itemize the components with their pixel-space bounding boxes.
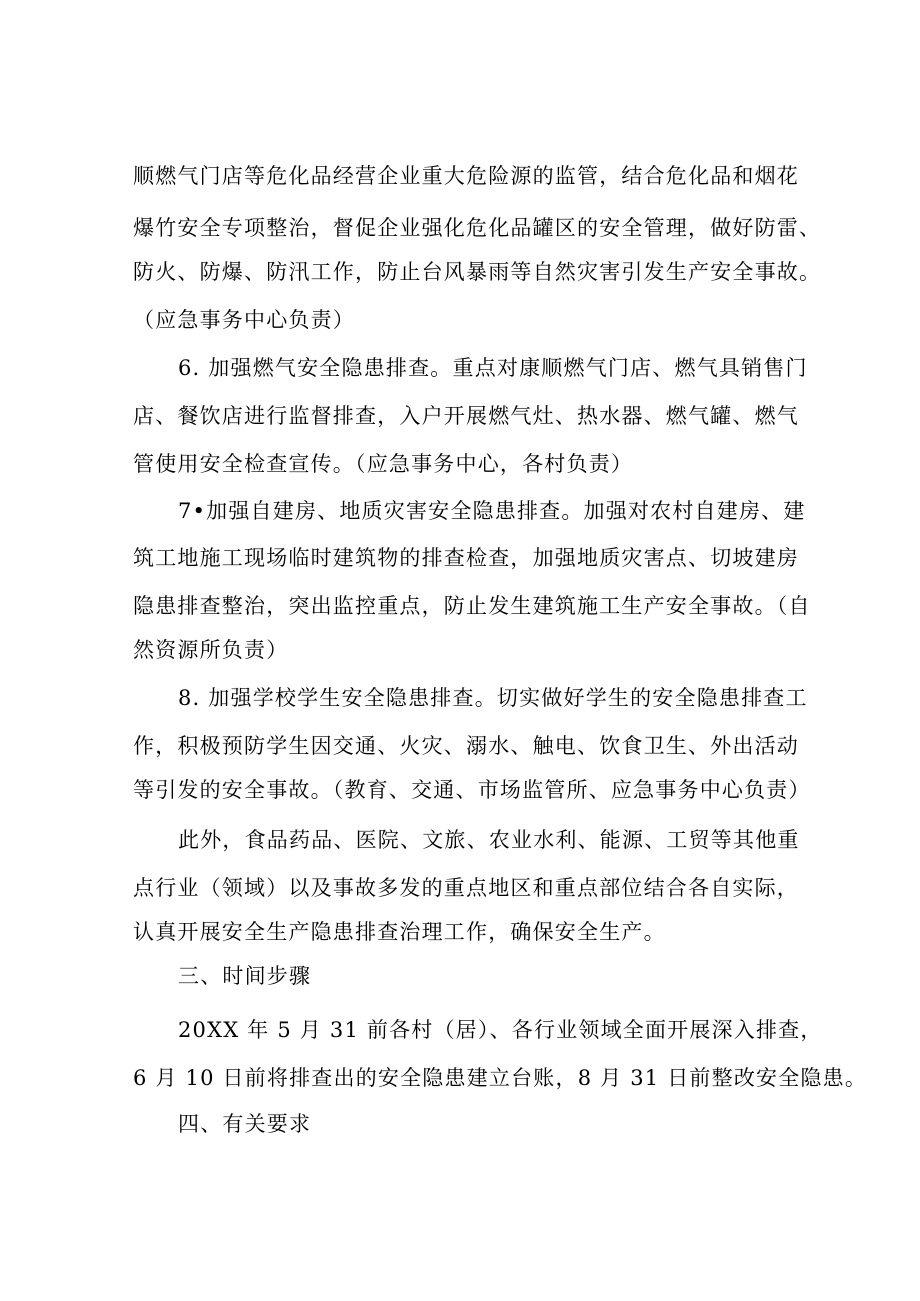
schedule-paragraph: 20XX 年 5 月 31 前各村（居）、各行业领域全面开展深入排查，	[178, 1018, 823, 1042]
text-line: 管使用安全检查宣传。（应急事务中心，各村负责）	[133, 452, 634, 476]
other-industries-paragraph: 此外，食品药品、医院、文旅、农业水利、能源、工贸等其他重	[178, 828, 800, 852]
item-8-heading: 8. 加强学校学生安全隐患排查。切实做好学生的安全隐患排查工	[178, 686, 808, 710]
text-line: 防火、防爆、防汛工作，防止台风暴雨等自然灾害引发生产安全事故。	[133, 260, 822, 284]
text-line: （应急事务中心负责）	[133, 308, 355, 332]
text-line: 顺燃气门店等危化品经营企业重大危险源的监管，结合危化品和烟花	[133, 164, 799, 188]
text-line: 等引发的安全事故。（教育、交通、市场监管所、应急事务中心负责）	[133, 778, 811, 802]
section-heading-requirements: 四、有关要求	[178, 1112, 312, 1136]
text-line: 认真开展安全生产隐患排查治理工作，确保安全生产。	[133, 920, 666, 944]
text-line: 6 月 10 日前将排查出的安全隐患建立台账，8 月 31 日前整改安全隐患。	[133, 1066, 868, 1090]
text-line: 点行业（领域）以及事故多发的重点地区和重点部位结合各自实际，	[133, 876, 799, 900]
text-line: 作，积极预防学生因交通、火灾、溺水、触电、饮食卫生、外出活动	[133, 734, 799, 758]
text-line: 筑工地施工现场临时建筑物的排查检查，加强地质灾害点、切坡建房	[133, 546, 799, 570]
text-line: 然资源所负责）	[133, 638, 289, 662]
section-heading-schedule: 三、时间步骤	[178, 964, 312, 988]
item-7-heading: 7•加强自建房、地质灾害安全隐患排查。加强对农村自建房、建	[178, 499, 806, 523]
text-line: 店、餐饮店进行监督排查，入户开展燃气灶、热水器、燃气罐、燃气	[133, 404, 799, 428]
text-line: 隐患排查整治，突出监控重点，防止发生建筑施工生产安全事故。（自	[133, 594, 811, 618]
text-line: 爆竹安全专项整治，督促企业强化危化品罐区的安全管理，做好防雷、	[133, 216, 822, 240]
item-6-heading: 6. 加强燃气安全隐患排查。重点对康顺燃气门店、燃气具销售门	[178, 356, 808, 380]
